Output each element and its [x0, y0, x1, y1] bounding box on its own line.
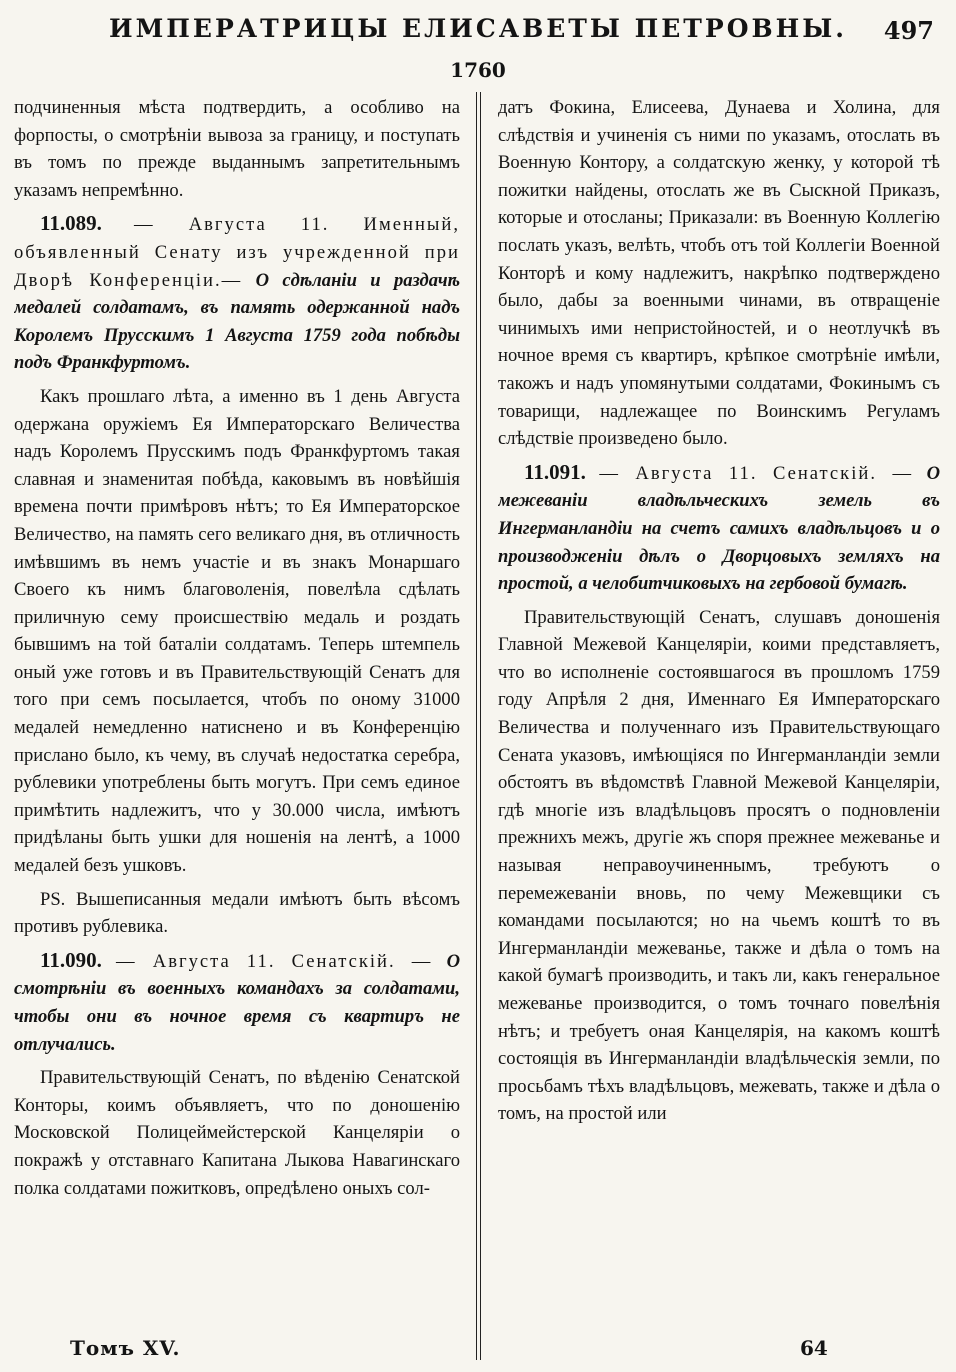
volume-label: Томъ XV.	[70, 1336, 181, 1360]
right-column	[498, 94, 940, 1334]
left-column	[14, 94, 460, 1334]
year-heading: 1760	[450, 58, 506, 82]
postscript: PS. Вышеписанныя медали имѣютъ быть вѣсомъ противъ рублевика.	[14, 888, 460, 938]
document-meta: — Августа 11. Именный, объявленный Сенату изъ учрежденной при Дворѣ Конференціи.—	[14, 214, 460, 291]
page-footer	[0, 1336, 956, 1366]
paragraph: Правительствующій Сенатъ, слушавъ доношенія Главной Межевой Канцеляріи, коими представляетъ, что во исполненіе состоявшагося въ прошломъ 1759 году Апрѣля 2 дня, Именнаго Ея Императорскаго Величества и полученнаго изъ Правительствующаго Сената указовъ, имѣющіяся по Ингерманландіи земли обстоятъ въ вѣдомствѣ Главной Межевой Канцеляріи, гдѣ многіе изъ владѣльцовъ просятъ о подновленіи прежнихъ межъ, другіе жъ споря прежнее межеванье и называя неправоучиненнымъ, требуютъ о перемежеваніи вновь, по чему Межевщики съ командами посылаются; но на чьемъ коштѣ то въ Ингерманландіи межеванье, также и дѣла о томъ на какой бумагѣ производить, и такъ ли, какъ генеральное межеванье производится, о томъ точнаго повелѣнія нѣтъ; и требуетъ оная Канцелярія, на какомъ коштѣ состоящія въ Ингерманландіи владѣльческія земли, по просьбамъ тѣхъ владѣльцовъ, межевать, также и дѣла о томъ, на простой или	[498, 606, 940, 1125]
paragraph: датъ Фокина, Елисеева, Дунаева и Холина, для слѣдствія и учиненія съ ними по указамъ, отослать въ Военную Контору, а солдатскую женку, у которой тѣ пожитки найдены, отослать же въ Сыскной Приказъ, которые и отосланы; Приказали: въ Военную Коллегію послать указъ, велѣть, чтобъ отъ той Коллегіи Военной Конторѣ и кому надлежитъ, накрѣпко подтверждено было, дабы за военными чинами, въ отвращеніе чинимыхъ ими непристойностей, и о неотлучкѣ въ ночное время съ квартиръ, крѣпкое смотрѣніе имѣли, такожъ и надъ упомянутыми солдатами, Фокинымъ съ товарищи, надлежащее по Воинскимъ Регуламъ слѣдствіе произведено было.	[498, 97, 940, 450]
document-entry-11091	[498, 459, 940, 598]
document-entry-11089	[14, 210, 460, 377]
running-title: ИМПЕРАТРИЦЫ ЕЛИСАВЕТЫ ПЕТРОВНЫ.	[109, 14, 847, 43]
document-number: 11.091.	[524, 459, 586, 484]
document-number: 11.089.	[40, 211, 102, 236]
paragraph: Правительствующій Сенатъ, по вѣденію Сенатской Конторы, коимъ объявляетъ, что по доношенію Московской Полицеймейстерской Канцеляріи о покражѣ у отставнаго Капитана Лыкова Навагинскаго полка солдатами пожитковъ, опредѣлено оныхъ сол-	[14, 1067, 460, 1199]
document-meta: — Августа 11. Сенатскій. —	[599, 462, 914, 484]
signature-mark: 64	[800, 1336, 828, 1360]
document-title: О смотрѣніи въ военныхъ командахъ за солдатами, чтобы они въ ночное время съ квартиръ не отлучались.	[14, 950, 460, 1055]
paragraph: подчиненныя мѣста подтвердить, а особливо на форпосты, о смотрѣніи вывоза за границу, и поступать въ томъ по прежде выданнымъ запретительнымъ указамъ непремѣнно.	[14, 97, 460, 201]
document-number: 11.090.	[40, 947, 102, 972]
paragraph: Какъ прошлаго лѣта, а именно въ 1 день Августа одержана оружіемъ Ея Императорскаго Величества надъ Королемъ Прусскимъ подъ Франкфуртомъ такая славная и знаменитая побѣда, каковымъ въ новѣйшія времена почти примѣровъ нѣтъ; то Ея Императорское Величество, на память сего великаго дня, въ отличность имѣвшимъ въ немъ участіе и въ знакъ Монаршаго Своего къ нимъ благоволенія, повелѣла сдѣлать приличную сему происшествію медаль и роздать бывшимъ на той баталіи солдатамъ. Теперь штемпель оный уже готовъ и въ Правительствующій Сенатъ для того при семъ посылается, чтобъ по оному 31000 медалей немедленно натиснено и въ Конференцію прислано было, къ чему, въ случаѣ недостатка серебра, рублевики употреблены быть могутъ. При семъ единое примѣтить надлежитъ, что у 30.000 числа, имѣютъ придѣланы быть ушки для ношенія на лентѣ, а 1000 медалей безъ ушковъ.	[14, 385, 460, 877]
document-title: О сдѣланіи и раздачѣ медалей солдатамъ, въ память одержанной надъ Королемъ Прусскимъ 1 Августа 1759 года побѣды подъ Франкфуртомъ.	[14, 269, 460, 374]
document-meta: — Августа 11. Сенатскій. —	[116, 950, 433, 972]
document-title: О межеваніи владѣльческихъ земель въ Ингерманландіи на счетъ самихъ владѣльцовъ и о производженіи дѣлъ о Дворцовыхъ земляхъ на простой, а челобитчиковыхъ на гербовой бумагѣ.	[498, 462, 940, 595]
page-header	[0, 0, 956, 90]
column-divider	[476, 92, 481, 1360]
page-number: 497	[883, 16, 934, 45]
document-entry-11090	[14, 947, 460, 1058]
